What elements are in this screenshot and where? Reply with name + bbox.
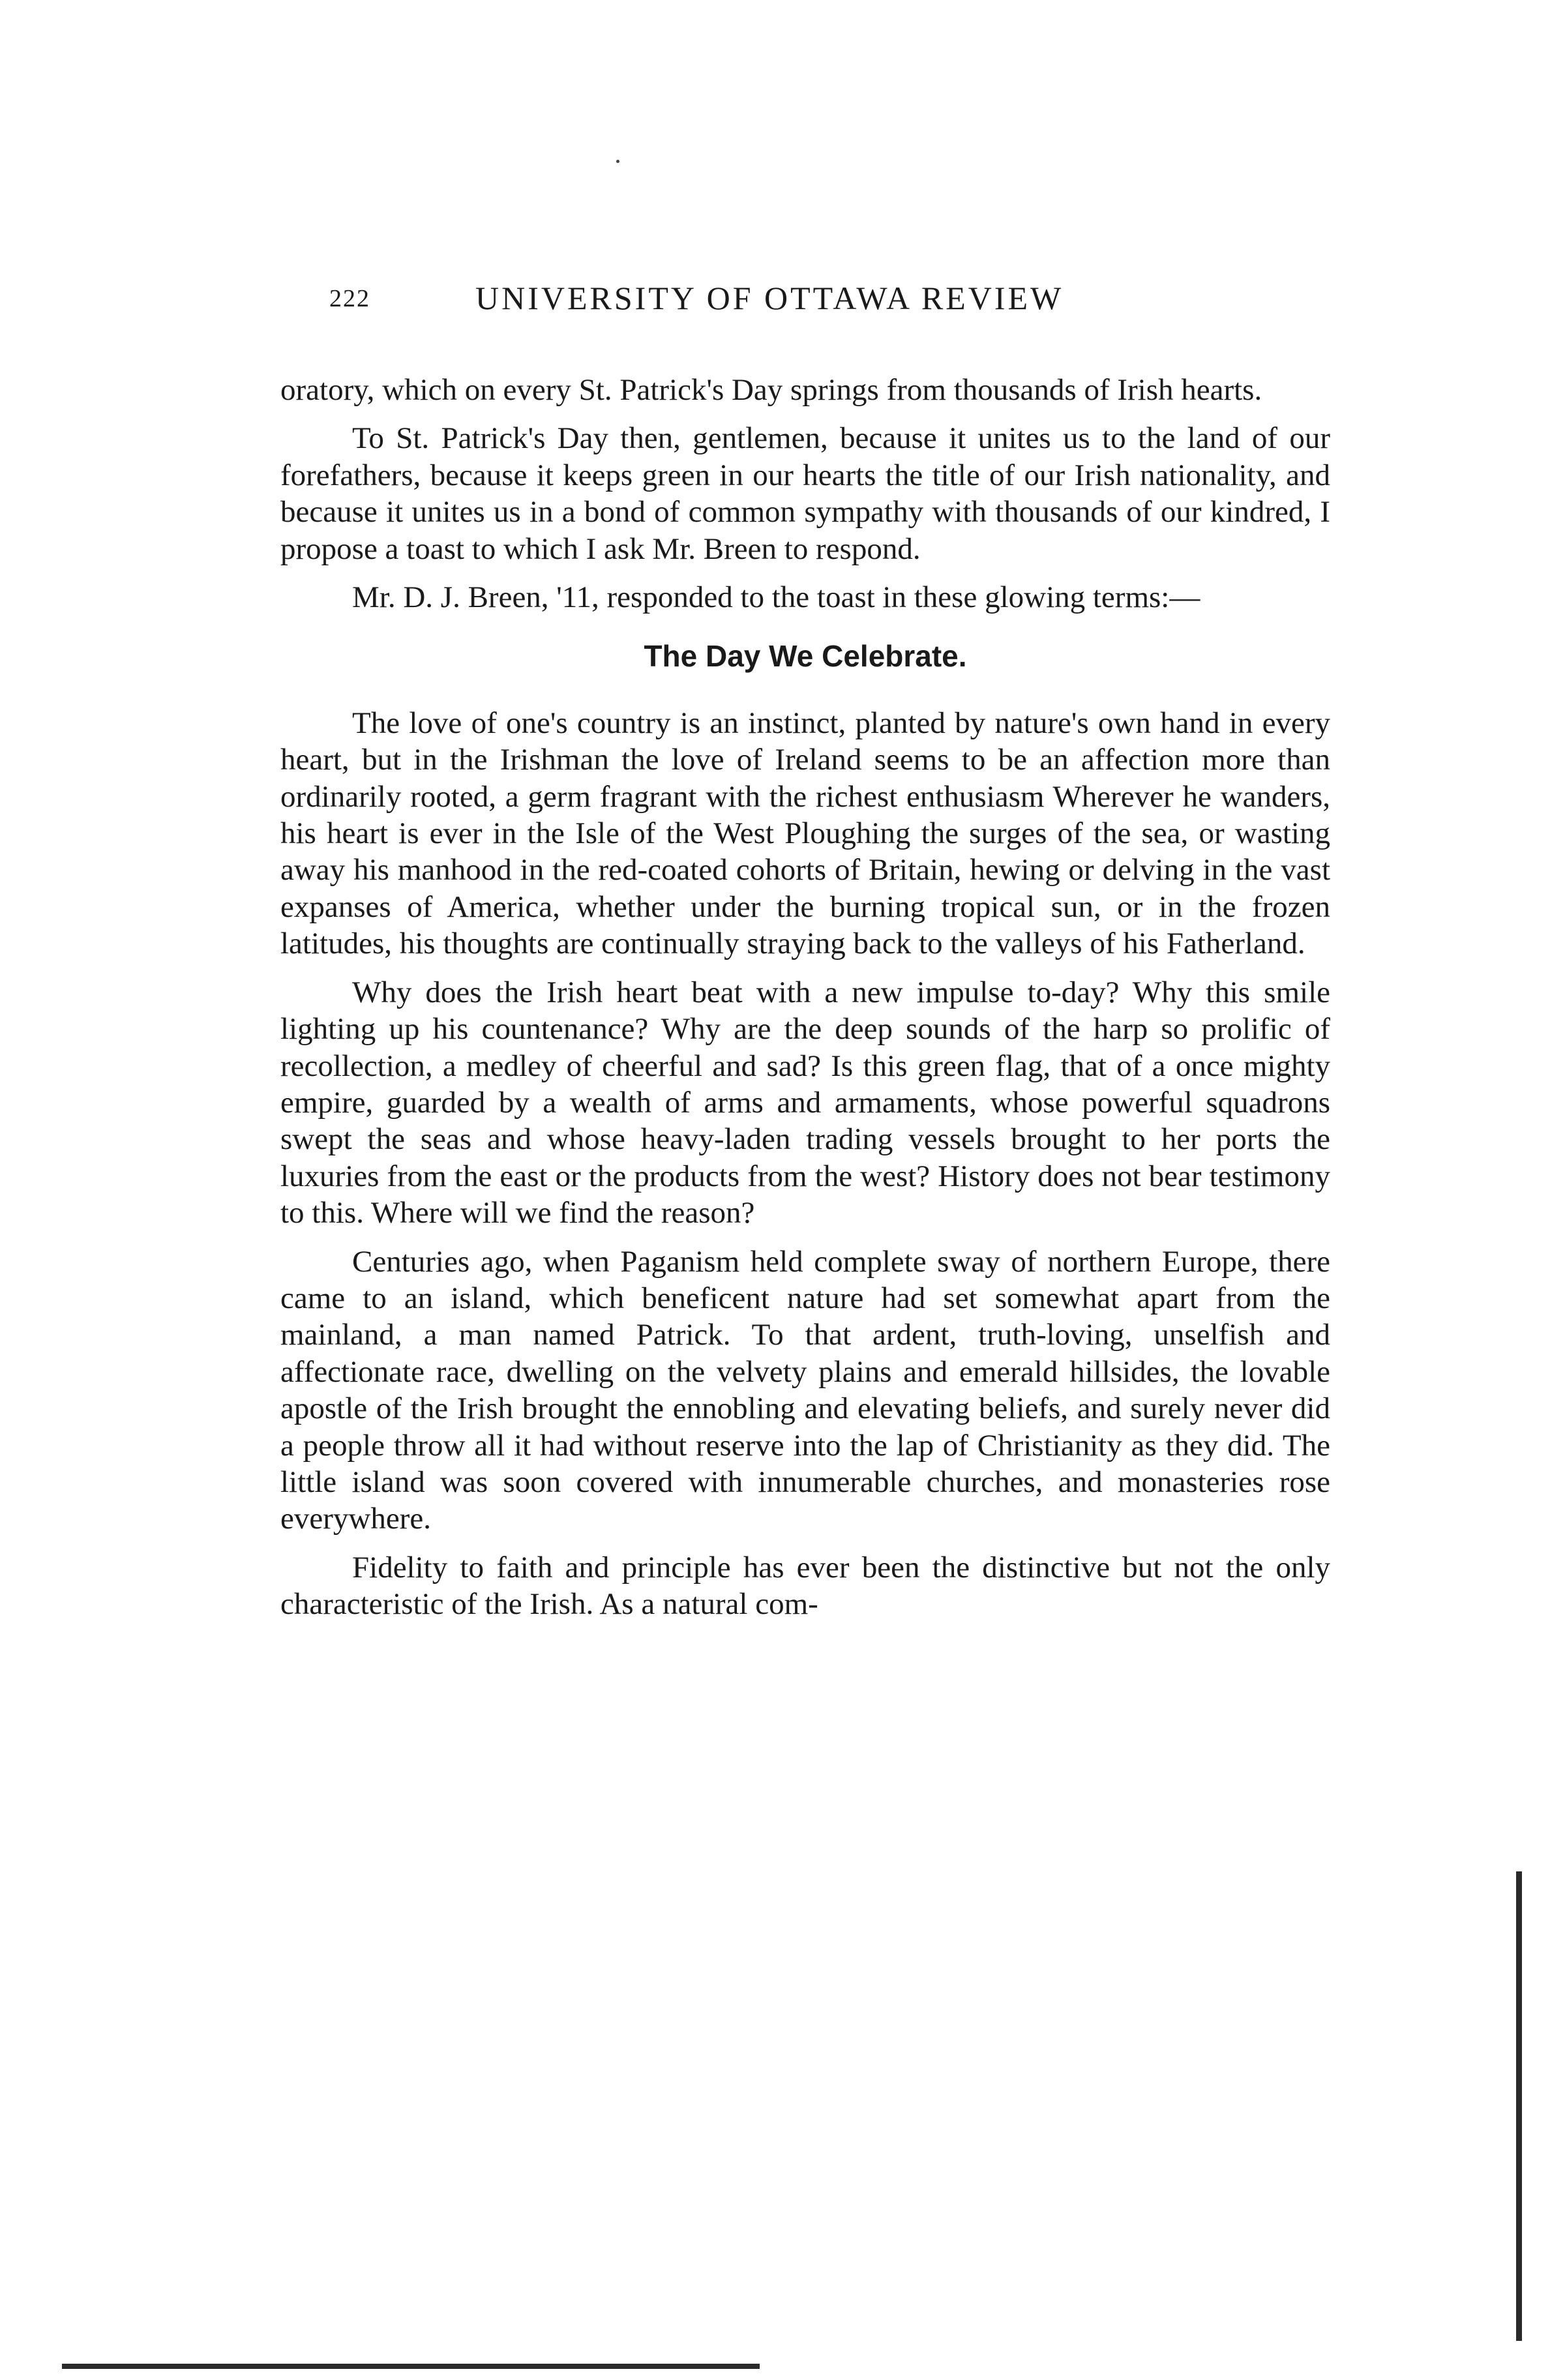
paragraph-fidelity: Fidelity to faith and principle has ever been the distinctive but not the only characteristic of the Irish. As a natural com- bbox=[280, 1550, 1330, 1622]
paragraph-response-intro: Mr. D. J. Breen, '11, responded to the toast in these glowing terms:— bbox=[352, 580, 1200, 615]
paragraph-toast: To St. Patrick's Day then, gentlemen, because it unites us to the land of our forefathers, because it keeps green in our hearts the title of our Irish nationality, and because it unites us in a bond of common sympathy with thousands of our kindred, I propose a toast to which I ask Mr. Breen to respond. bbox=[280, 421, 1330, 566]
scan-edge-mark-bottom bbox=[62, 2364, 760, 2369]
section-heading: The Day We Celebrate. bbox=[644, 639, 967, 674]
journal-title: UNIVERSITY OF OTTAWA REVIEW bbox=[475, 280, 1064, 316]
running-head bbox=[329, 279, 1327, 325]
scan-speck bbox=[616, 160, 619, 163]
article-body bbox=[280, 372, 1330, 1635]
paragraph-why-questions: Why does the Irish heart beat with a new impulse to-day? Why this smile lighting up his countenance? Why are the deep sounds of the harp so prolific of recollection, a medley of cheerful and sad? Is this green flag, that of a once mighty empire, guarded by a wealth of arms and armaments, whose powerful squadrons swept the seas and whose heavy-laden trading vessels brought to her ports the luxuries from the east or the products from the west? History does not bear testimony to this. Where will we find the reason? bbox=[280, 975, 1330, 1230]
paragraph-love-of-country: The love of one's country is an instinct, planted by nature's own hand in every heart, but in the Irishman the love of Ireland seems to be an affection more than ordinarily rooted, a germ fragrant with the richest enthusiasm Wherever he wanders, his heart is ever in the Isle of the West Ploughing the surges of the sea, or wasting away his manhood in the red-coated cohorts of Britain, hewing or delving in the vast expanses of America, whether under the burning tropical sun, or in the frozen latitudes, his thoughts are continually straying back to the valleys of his Fatherland. bbox=[280, 706, 1330, 961]
scan-edge-mark-right bbox=[1516, 1871, 1522, 2341]
page-number: 222 bbox=[329, 285, 370, 312]
paragraph-centuries-ago: Centuries ago, when Paganism held complete sway of northern Europe, there came to an island, which beneficent nature had set somewhat apart from the mainland, a man named Patrick. To that ardent, truth-loving, unselfish and affectionate race, dwelling on the velvety plains and emerald hillsides, the lovable apostle of the Irish brought the ennobling and elevating beliefs, and surely never did a people throw all it had without reserve into the lap of Christianity as they did. The little island was soon covered with innumerable churches, and monasteries rose everywhere. bbox=[280, 1244, 1330, 1536]
paragraph-continuation: oratory, which on every St. Patrick's Day springs from thousands of Irish hearts. bbox=[280, 373, 1262, 407]
